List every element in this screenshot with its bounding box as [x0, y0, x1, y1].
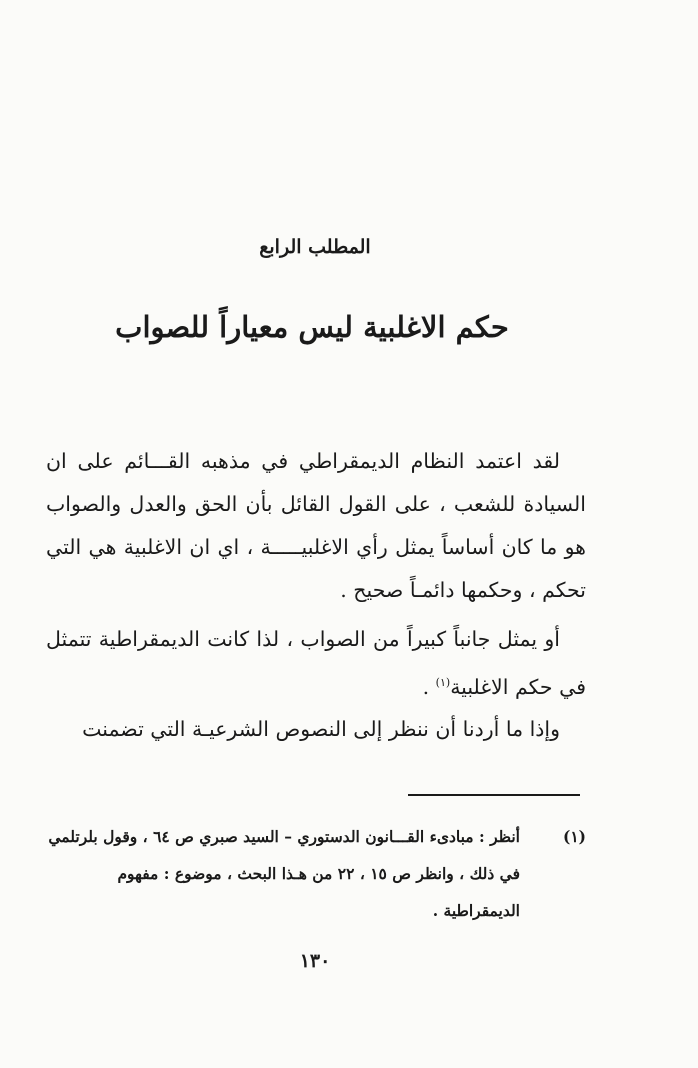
- section-title: حكم الاغلبية ليس معياراً للصواب: [115, 310, 509, 344]
- footnote-text: أنظر : مبادىء القـــانون الدستوري – السيد صبري ص ٦٤ ، وقول بلرتلمي في ذلك ، وانظر ص ١٥ ، ٢٢ من هـذا البحث ، موضوع : مفهوم الديمقراطية .: [48, 827, 520, 920]
- paragraph-2-text: أو يمثل جانباً كبيراً من الصواب ، لذا كانت الديمقراطية تتمثل في حكم الاغلبية: [46, 627, 586, 699]
- paragraph-3-text: وإذا ما أردنا أن ننظر إلى النصوص الشرعيـة التي تضمنت: [82, 717, 560, 741]
- section-label: المطلب الرابع: [259, 236, 371, 258]
- footnote-reference: (١): [435, 676, 451, 689]
- paragraph-1-text: لقد اعتمد النظام الديمقراطي في مذهبه القـــائم على ان السيادة للشعب ، على القول القائل بأن الحق والعدل والصواب هو ما كان أساساً يمثل رأي الاغلبيـــــة ، اي ان الاغلبية هي التي تحكم ، وحكمها دائمـاً صحيح .: [46, 449, 586, 602]
- paragraph-2: [46, 618, 586, 709]
- footnote-divider: [408, 794, 580, 796]
- paragraph-3: [46, 708, 586, 751]
- footnote: [46, 818, 586, 929]
- page-number: ١٣٠: [299, 950, 331, 972]
- paragraph-2-end: .: [422, 674, 436, 699]
- footnote-number: (١): [562, 827, 586, 846]
- paragraph-1: [46, 440, 586, 612]
